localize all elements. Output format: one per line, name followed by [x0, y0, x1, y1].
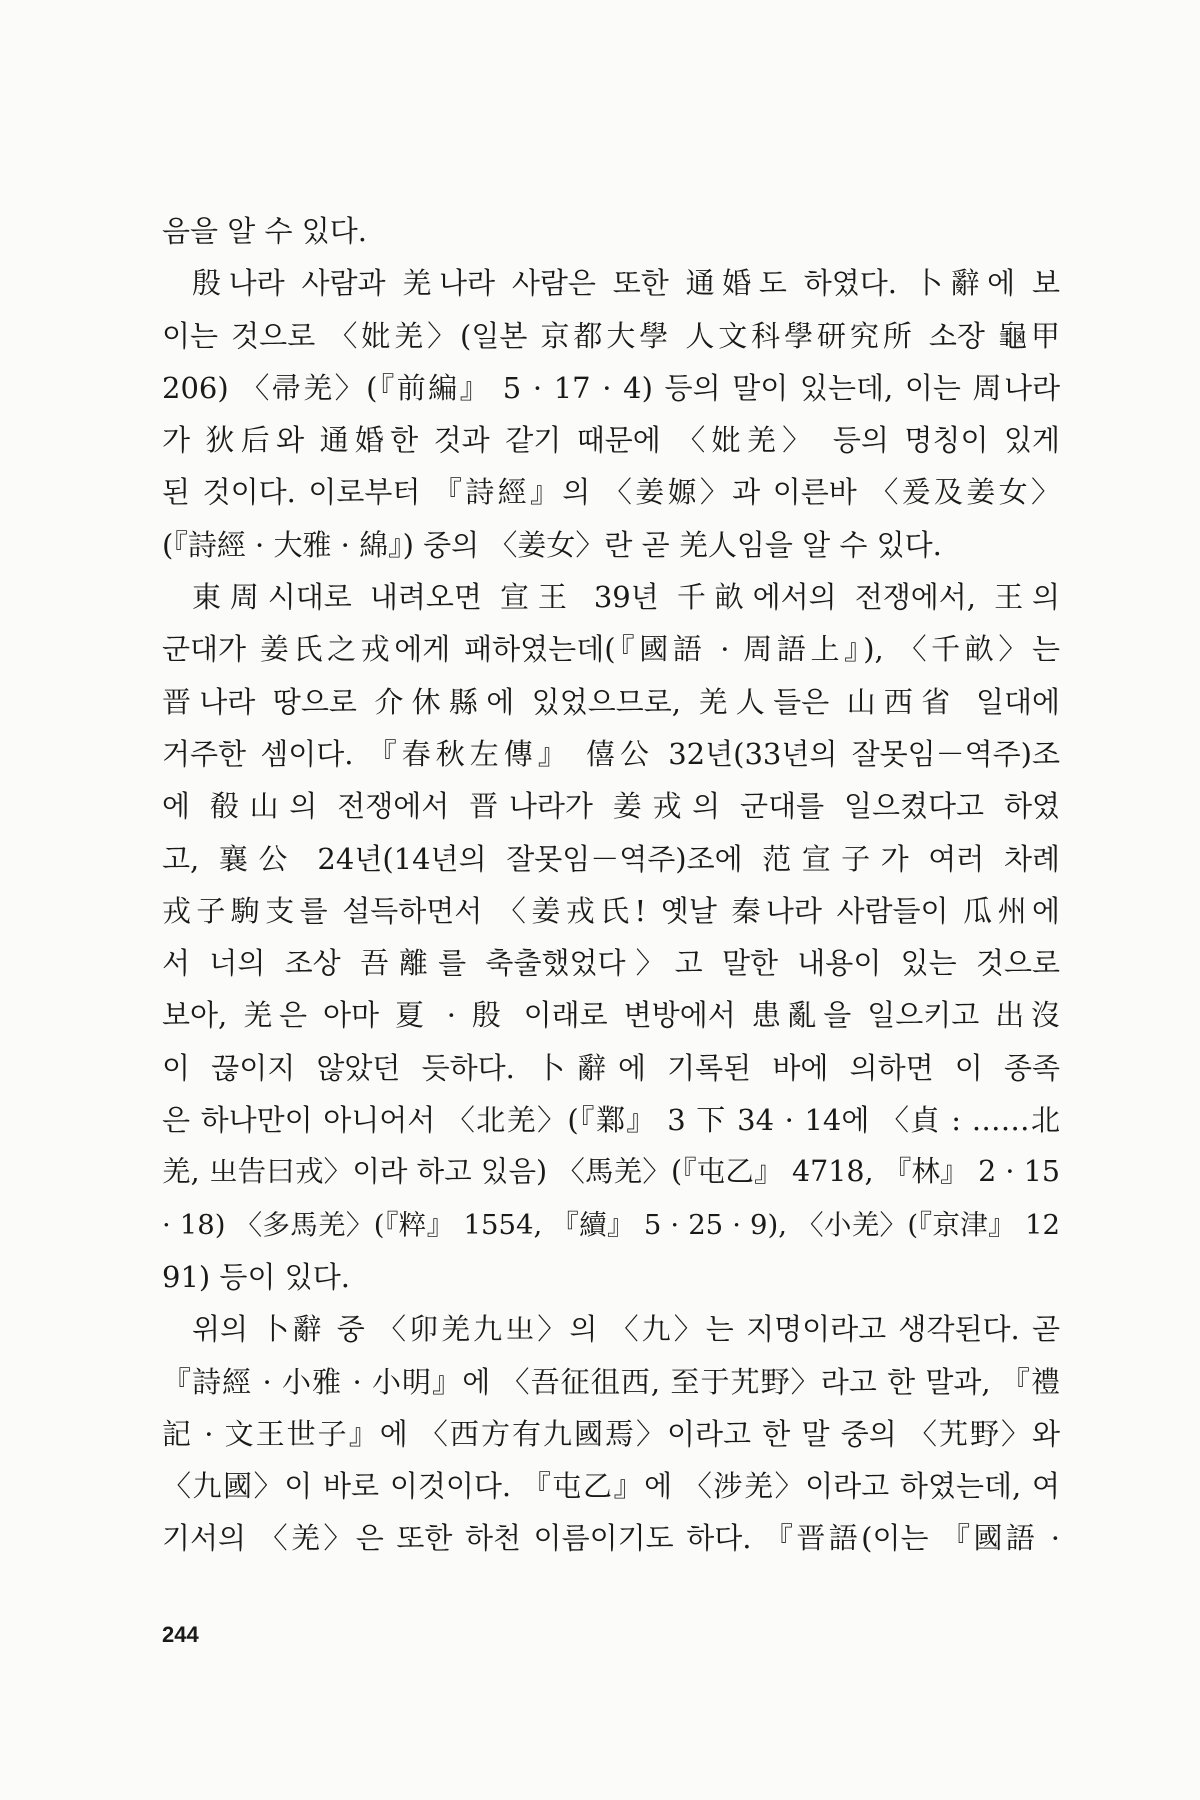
text-line: 殷나라 사람과 羌나라 사람은 또한 通婚도 하였다. 卜辭에 보 — [192, 266, 1060, 301]
text-line: 기서의 〈羌〉은 또한 하천 이름이기도 하다. 『晋語(이는 『國語 · — [162, 1521, 1060, 1556]
text-line: 보아, 羌은 아마 夏 · 殷 이래로 변방에서 患亂을 일으키고 出沒 — [162, 998, 1060, 1033]
text-line: 이는 것으로 〈妣羌〉(일본 京都大學 人文科學研究所 소장 龜甲 — [162, 318, 1060, 353]
text-line: 晋나라 땅으로 介休縣에 있었으므로, 羌人들은 山西省 일대에 — [162, 684, 1060, 719]
text-line: 가 狄后와 通婚한 것과 같기 때문에 〈妣羌〉 등의 명칭이 있게 — [162, 423, 1060, 458]
text-line: 91) 등이 있다. — [162, 1259, 350, 1294]
text-line: 은 하나만이 아니어서 〈北羌〉(『鄴』 3 下 34 · 14에 〈貞 : ……北 — [162, 1103, 1060, 1138]
text-line: 記 · 文王世子』에 〈西方有九國焉〉이라고 한 말 중의 〈艽野〉와 — [162, 1416, 1060, 1451]
text-line: 에 殽山의 전쟁에서 晋나라가 姜戎의 군대를 일으켰다고 하였 — [162, 789, 1060, 824]
page-number: 244 — [162, 1622, 199, 1647]
text-line: 206) 〈帚羌〉(『前編』 5 · 17 · 4) 등의 말이 있는데, 이는 周나라 — [162, 370, 1060, 405]
text-line: 羌, 㞢告曰戎〉이라 하고 있음) 〈馬羌〉(『屯乙』 4718, 『林』 2 · 15 — [162, 1155, 1060, 1189]
text-line: 『詩經 · 小雅 · 小明』에 〈吾征徂西, 至于艽野〉라고 한 말과, 『禮 — [162, 1364, 1060, 1399]
text-line: 東周시대로 내려오면 宣王 39년 千畝에서의 전쟁에서, 王의 — [192, 580, 1060, 615]
text-line: · 18) 〈多馬羌〉(『粹』 1554, 『續』 5 · 25 · 9), 〈小羌〉(『京津』 12 — [162, 1208, 1060, 1241]
text-line: 된 것이다. 이로부터 『詩經』의 〈姜嫄〉과 이른바 〈爰及姜女〉 — [162, 475, 1060, 510]
text-line: 戎子駒支를 설득하면서 〈姜戎氏! 옛날 秦나라 사람들이 瓜州에 — [162, 893, 1060, 928]
text-line: 음을 알 수 있다. — [162, 214, 367, 248]
text-line: 이 끊이지 않았던 듯하다. 卜辭에 기록된 바에 의하면 이 종족 — [162, 1050, 1060, 1085]
text-line: (『詩經 · 大雅 · 綿』) 중의 〈姜女〉란 곧 羌人임을 알 수 있다. — [162, 527, 942, 562]
text-line: 거주한 셈이다. 『春秋左傳』 僖公 32년(33년의 잘못임－역주)조 — [162, 736, 1060, 771]
text-line: 군대가 姜氏之戎에게 패하였는데(『國語 · 周語上』), 〈千畝〉는 — [162, 632, 1060, 667]
text-line: 고, 襄公 24년(14년의 잘못임－역주)조에 范宣子가 여러 차례 — [162, 841, 1060, 876]
text-line: 〈九國〉이 바로 이것이다. 『屯乙』에 〈涉羌〉이라고 하였는데, 여 — [162, 1469, 1060, 1504]
body-text — [162, 205, 1060, 1565]
text-line: 서 너의 조상 吾離를 축출했었다〉고 말한 내용이 있는 것으로 — [162, 946, 1060, 981]
text-line: 위의 卜辭 중 〈卯羌九㞢〉의 〈九〉는 지명이라고 생각된다. 곧 — [192, 1312, 1060, 1347]
